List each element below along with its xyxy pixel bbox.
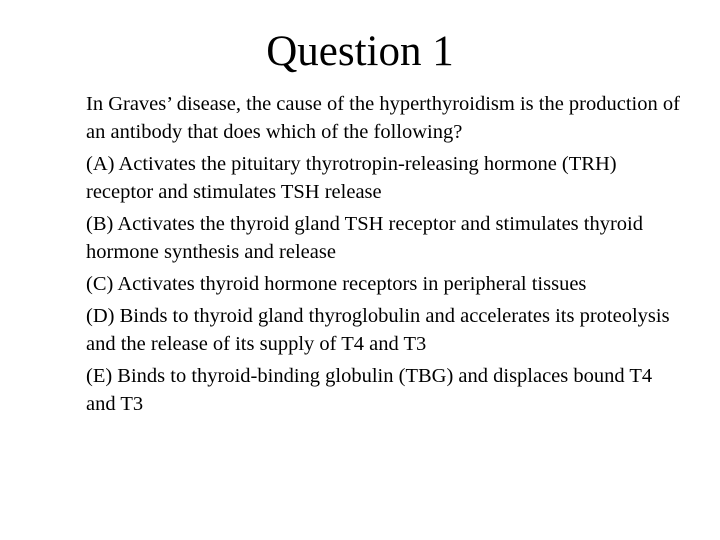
option-d: (D) Binds to thyroid gland thyroglobulin and accelerates its proteolysis and the release of its supply of T4 and T3 bbox=[86, 305, 670, 355]
option-e: (E) Binds to thyroid-binding globulin (TBG) and displaces bound T4 and T3 bbox=[86, 365, 653, 415]
question-text: In Graves’ disease, the cause of the hyperthyroidism is the production of an antibody that does which of the following? bbox=[86, 93, 680, 143]
option-c: (C) Activates thyroid hormone receptors in peripheral tissues bbox=[86, 273, 587, 295]
option-b: (B) Activates the thyroid gland TSH receptor and stimulates thyroid hormone synthesis and release bbox=[86, 213, 643, 263]
option-a: (A) Activates the pituitary thyrotropin-releasing hormone (TRH) receptor and stimulates TSH release bbox=[86, 153, 617, 203]
slide-title: Question 1 bbox=[266, 28, 454, 75]
question-body bbox=[86, 90, 686, 422]
